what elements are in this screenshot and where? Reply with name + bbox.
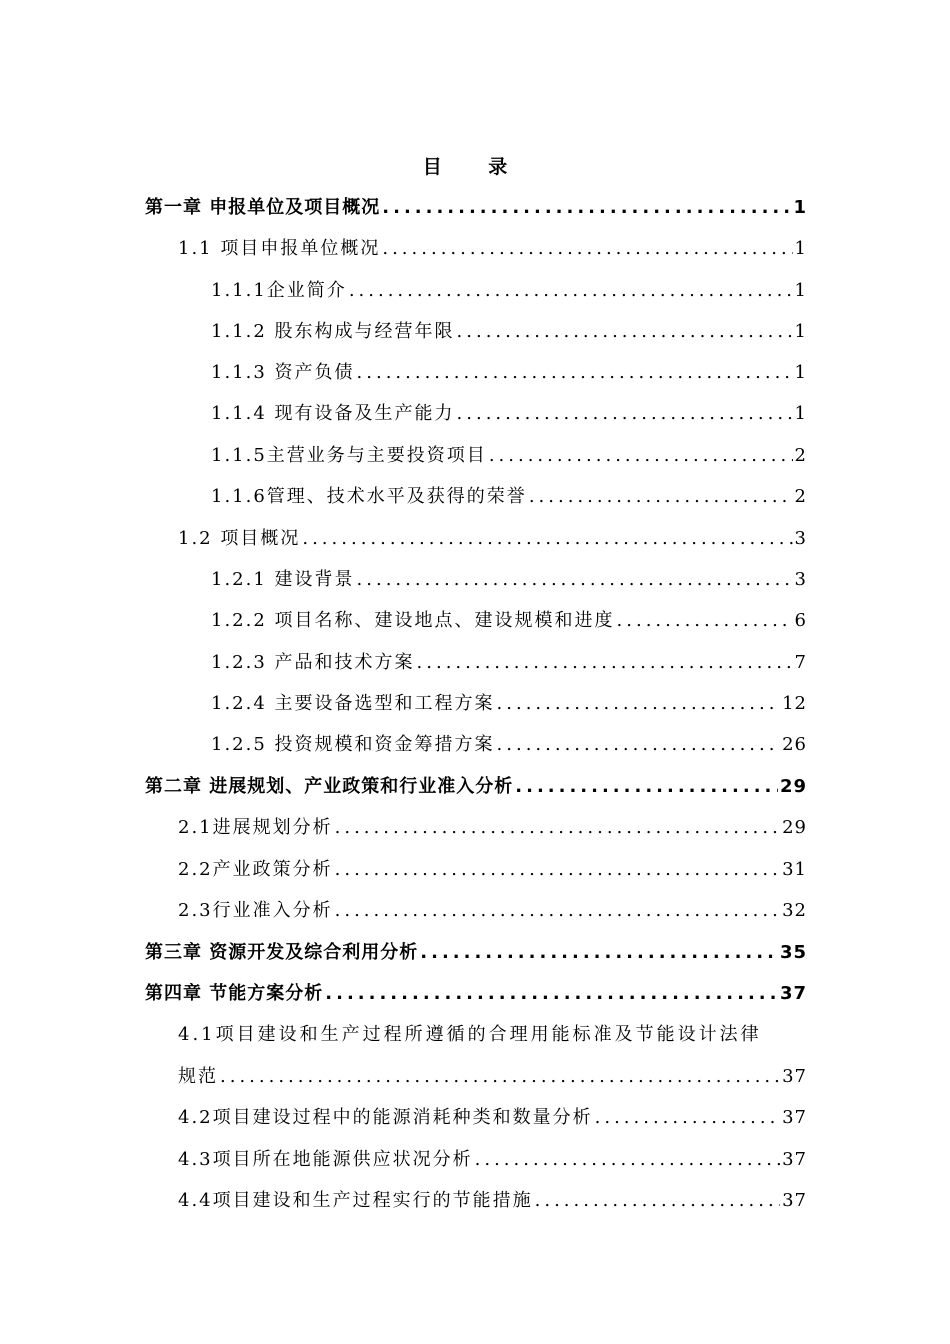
toc-leader-dots	[325, 979, 778, 1009]
toc-leader-dots	[349, 276, 793, 306]
toc-leader-dots	[489, 441, 793, 471]
toc-entry[interactable]	[145, 193, 807, 223]
toc-page-number: 1	[794, 280, 807, 301]
toc-page-number: 37	[782, 1190, 807, 1211]
toc-entry-label: 1.1.5主营业务与主要投资项目	[211, 445, 487, 466]
toc-entry[interactable]	[178, 1062, 807, 1092]
toc-leader-dots	[497, 689, 781, 719]
toc-leader-dots	[382, 234, 792, 264]
toc-entry-label: 第一章 申报单位及项目概况	[145, 197, 381, 218]
toc-leader-dots	[357, 358, 793, 388]
toc-entry[interactable]	[211, 606, 807, 636]
toc-entry[interactable]	[145, 979, 807, 1009]
toc-leader-dots	[475, 1145, 780, 1175]
toc-leader-dots	[595, 1103, 780, 1133]
toc-entry-label: 1.1.2 股东构成与经营年限	[211, 321, 455, 342]
toc-leader-dots	[617, 606, 793, 636]
toc-entry[interactable]	[178, 524, 807, 554]
toc-leader-dots	[457, 317, 793, 347]
toc-entry[interactable]	[145, 772, 807, 802]
toc-leader-dots	[335, 896, 780, 926]
toc-leader-dots	[382, 193, 791, 223]
toc-entry-label: 1.2 项目概况	[178, 528, 301, 549]
toc-entry-label: 规范	[178, 1066, 218, 1087]
toc-entry[interactable]	[211, 482, 807, 512]
toc-page-number: 37	[779, 983, 807, 1004]
toc-entry[interactable]	[211, 730, 807, 760]
toc-page-number: 37	[782, 1149, 807, 1170]
toc-entry-label: 1.2.4 主要设备选型和工程方案	[211, 693, 495, 714]
toc-entry-label: 第三章 资源开发及综合利用分析	[145, 942, 419, 963]
toc-entry[interactable]	[211, 399, 807, 429]
toc-entry-label: 1.1.1企业简介	[211, 280, 347, 301]
toc-page-number: 32	[782, 900, 807, 921]
toc-leader-dots	[497, 730, 781, 760]
toc-page-number: 29	[782, 817, 807, 838]
toc-entry[interactable]	[211, 648, 807, 678]
toc-entry-label: 第二章 进展规划、产业政策和行业准入分析	[145, 776, 514, 797]
toc-leader-dots	[302, 524, 792, 554]
toc-page-number: 1	[794, 362, 807, 383]
toc-leader-dots	[335, 813, 780, 843]
toc-leader-dots	[457, 399, 793, 429]
toc-entry-label: 2.1进展规划分析	[178, 817, 333, 838]
page-title: 目 录	[422, 156, 528, 178]
toc-page-number: 6	[794, 610, 807, 631]
toc-entry[interactable]	[178, 813, 807, 843]
toc-entry-label: 1.1.3 资产负债	[211, 362, 355, 383]
toc-entry[interactable]	[178, 1186, 807, 1216]
toc-entry-label: 1.1 项目申报单位概况	[178, 238, 381, 259]
toc-entry-label: 4.2项目建设过程中的能源消耗种类和数量分析	[178, 1107, 593, 1128]
toc-page-number: 37	[782, 1107, 807, 1128]
toc-entry-label: 2.3行业准入分析	[178, 900, 333, 921]
toc-leader-dots	[417, 648, 793, 678]
toc-page-number: 1	[794, 238, 807, 259]
toc-entry[interactable]	[211, 358, 807, 388]
toc-leader-dots	[335, 855, 780, 885]
toc-page-number: 2	[794, 486, 807, 507]
toc-entry-label: 1.2.2 项目名称、建设地点、建设规模和进度	[211, 610, 615, 631]
toc-entry-label: 1.2.3 产品和技术方案	[211, 652, 415, 673]
toc-entry[interactable]	[211, 565, 807, 595]
toc-entry-label: 2.2产业政策分析	[178, 859, 333, 880]
toc-leader-dots	[357, 565, 793, 595]
toc-entry[interactable]	[211, 689, 807, 719]
toc-page-number: 7	[794, 652, 807, 673]
toc-entry[interactable]	[178, 1145, 807, 1175]
toc-entry-label: 4.3项目所在地能源供应状况分析	[178, 1149, 473, 1170]
toc-page-number: 12	[782, 693, 807, 714]
toc-page-number: 3	[794, 569, 807, 590]
toc-page-number: 29	[779, 776, 807, 797]
toc-leader-dots	[220, 1062, 780, 1092]
toc-page-number: 31	[782, 859, 807, 880]
toc-entry[interactable]	[178, 896, 807, 926]
toc-entry[interactable]	[211, 441, 807, 471]
toc-leader-dots	[535, 1186, 780, 1216]
toc-entry[interactable]	[178, 234, 807, 264]
toc-entry[interactable]	[211, 317, 807, 347]
toc-page-number: 2	[794, 445, 807, 466]
toc-entry-label-line1[interactable]: 4.1项目建设和生产过程所遵循的合理用能标准及节能设计法律	[178, 1024, 762, 1045]
toc-page-number: 1	[794, 321, 807, 342]
toc-entry[interactable]	[145, 938, 807, 968]
toc-leader-dots	[515, 772, 778, 802]
toc-entry-label: 1.1.4 现有设备及生产能力	[211, 403, 455, 424]
toc-entry-label: 4.4项目建设和生产过程实行的节能措施	[178, 1190, 533, 1211]
toc-leader-dots	[529, 482, 793, 512]
toc-entry[interactable]	[178, 1103, 807, 1133]
toc-entry-label: 1.1.6管理、技术水平及获得的荣誉	[211, 486, 527, 507]
toc-page-number: 3	[794, 528, 807, 549]
toc-page-number: 35	[779, 942, 807, 963]
toc-entry[interactable]	[211, 276, 807, 306]
toc-page-number: 1	[794, 403, 807, 424]
toc-entry[interactable]	[178, 855, 807, 885]
toc-page-number: 1	[793, 197, 807, 218]
toc-page-number: 26	[782, 734, 807, 755]
toc-leader-dots	[420, 938, 778, 968]
toc-entry-label: 1.2.5 投资规模和资金筹措方案	[211, 734, 495, 755]
toc-entry-label: 第四章 节能方案分析	[145, 983, 324, 1004]
toc-entry-label: 1.2.1 建设背景	[211, 569, 355, 590]
toc-page-number: 37	[782, 1066, 807, 1087]
